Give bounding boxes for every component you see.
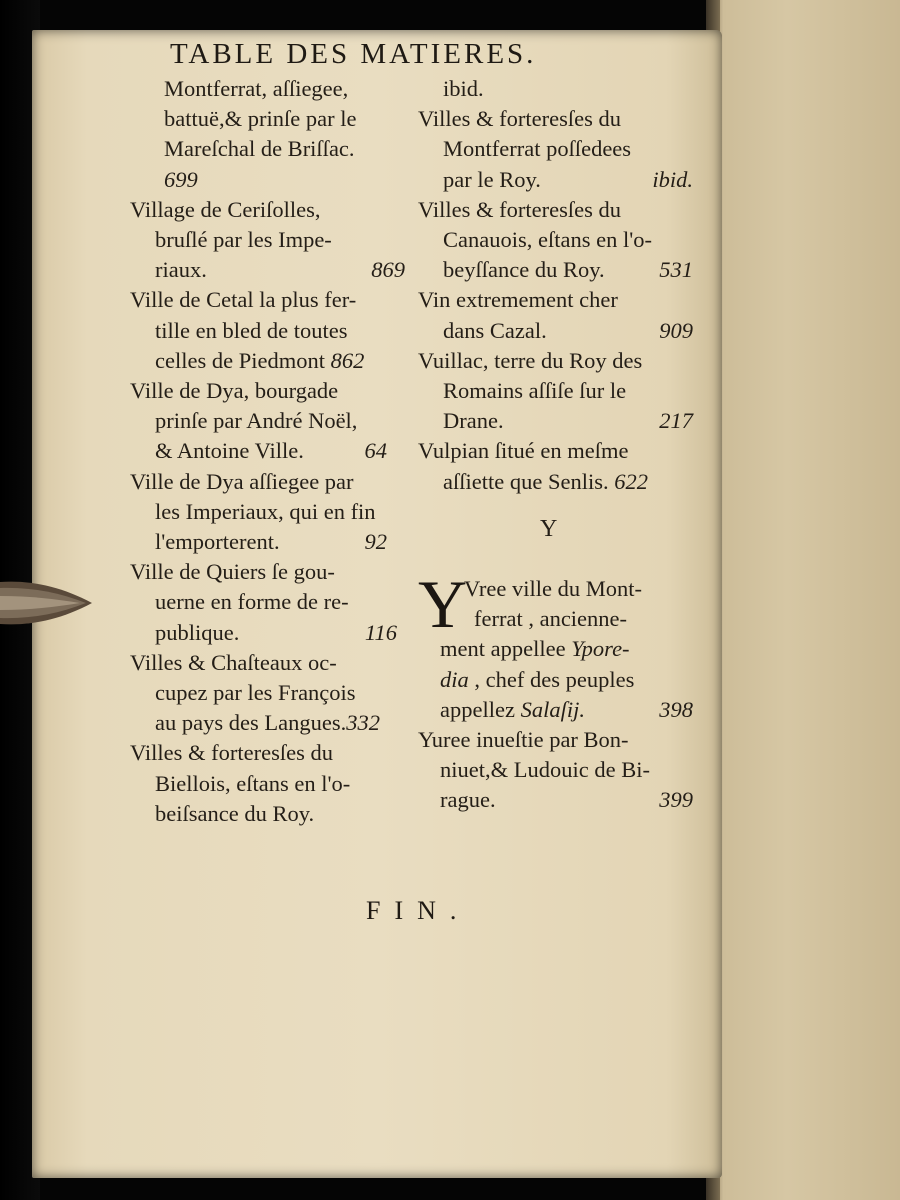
entry-line: Vuillac, terre du Roy des xyxy=(418,347,643,373)
entry-line: Ville de Dya, bourgade xyxy=(130,378,339,404)
entry-line: ibid. xyxy=(443,76,484,101)
y-section xyxy=(418,566,693,816)
index-entry xyxy=(130,195,405,286)
entry-line: bruſlé par les Impe- xyxy=(155,227,332,253)
entry-line: l'emporterent. xyxy=(155,529,280,555)
entry-line: Mareſchal de Briſſac. xyxy=(164,136,355,162)
index-entry xyxy=(418,436,693,496)
entry-line: Vulpian ſitué en meſme xyxy=(418,438,629,464)
index-entry xyxy=(418,74,693,104)
entry-line: Vin extremement cher xyxy=(418,287,618,313)
entry-line: cupez par les François xyxy=(155,680,356,706)
entry-line: Ville de Cetal la plus fer- xyxy=(130,287,357,313)
page-number: 217 xyxy=(659,408,693,434)
index-entry xyxy=(130,648,405,739)
entry-line: Villes & forteresſes du xyxy=(130,740,333,766)
index-entry xyxy=(418,285,693,345)
facing-page xyxy=(712,0,900,1200)
page-number: 909 xyxy=(659,317,693,343)
entry-line: Montferrat poſſedees xyxy=(443,136,632,162)
latin-name: dia xyxy=(440,666,469,692)
entry-line: Villes & forteresſes du xyxy=(418,196,621,222)
entry-line: beiſsance du Roy. xyxy=(155,800,315,826)
entry-line: Canauois, eſtans en l'o- xyxy=(443,227,653,253)
entry-line: Villes & Chaſteaux oc- xyxy=(130,649,337,675)
entry-line: publique. xyxy=(155,619,240,645)
entry-line: prinſe par André Noël, xyxy=(155,408,358,434)
index-entry xyxy=(130,376,405,467)
entry-line: battuë,& prinſe par le xyxy=(164,106,357,132)
page-number: 399 xyxy=(659,787,693,813)
page-number: 92 xyxy=(364,529,387,555)
right-column xyxy=(418,74,693,497)
entry-line: Romains aſſiſe ſur le xyxy=(443,378,627,404)
page-number: 622 xyxy=(614,468,648,494)
index-entry xyxy=(418,346,693,437)
page-number: 531 xyxy=(659,257,693,283)
fin-mark: FIN. xyxy=(366,896,471,925)
page-number: 116 xyxy=(364,619,397,645)
entry-line: Vree ville du Mont- xyxy=(464,576,642,601)
left-column xyxy=(130,74,405,829)
entry-line: Montferrat, aſſiegee, xyxy=(164,76,349,101)
entry-line: aſſiette que Senlis. xyxy=(443,468,609,494)
entry-line: riaux. xyxy=(155,257,207,283)
entry-line: au pays des Langues. xyxy=(155,710,347,736)
entry-line: ment appellee xyxy=(440,636,572,662)
entry-line: niuet,& Ludouic de Bi- xyxy=(440,757,650,783)
index-entry xyxy=(418,104,693,195)
page-number: 398 xyxy=(659,696,693,722)
running-head: TABLE DES MATIERES. xyxy=(170,38,537,70)
entry-line: Drane. xyxy=(443,408,504,434)
latin-name: Ypore- xyxy=(571,636,630,662)
entry-line: Ville de Quiers ſe gou- xyxy=(130,559,335,585)
section-letter: Y xyxy=(540,516,558,542)
entry-line: Biellois, eſtans en l'o- xyxy=(155,770,351,796)
entry-line: & Antoine Ville. xyxy=(155,438,304,464)
page-number: 869 xyxy=(371,257,405,283)
index-entry xyxy=(130,738,405,829)
entry-line: par le Roy. xyxy=(443,166,541,192)
entry-line: Yuree inueſtie par Bon- xyxy=(418,727,629,753)
bookmark-ribbon-icon xyxy=(0,574,92,632)
index-entry xyxy=(418,195,693,286)
page-number: 699 xyxy=(164,166,198,192)
index-entry xyxy=(130,467,405,558)
page-number: 64 xyxy=(364,438,387,464)
entry-line: dans Cazal. xyxy=(443,317,547,343)
entry-line: Villes & forteresſes du xyxy=(418,106,621,132)
entry-line: appellez xyxy=(440,696,521,722)
entry-line: les Imperiaux, qui en fin xyxy=(155,498,376,524)
entry-line: uerne en forme de re- xyxy=(155,589,349,615)
entry-line: , chef des peuples xyxy=(468,666,635,692)
page-number: 862 xyxy=(330,347,365,373)
index-entry xyxy=(130,74,405,195)
entry-line: Ville de Dya aſſiegee par xyxy=(130,468,354,494)
entry-line: rague. xyxy=(440,787,496,813)
drop-cap: Y xyxy=(418,566,468,642)
index-entry xyxy=(130,285,405,376)
entry-line: tille en bled de toutes xyxy=(155,317,348,343)
latin-name: Salaſij. xyxy=(520,696,585,722)
index-entry xyxy=(130,557,405,648)
entry-line: Village de Ceriſolles, xyxy=(130,196,321,222)
entry-line: beyſſance du Roy. xyxy=(443,257,605,283)
entry-line: ferrat , ancienne- xyxy=(474,606,628,632)
page-number: 332 xyxy=(346,710,380,736)
page-number: ibid. xyxy=(652,166,693,192)
entry-line: celles de Piedmont xyxy=(155,347,325,373)
